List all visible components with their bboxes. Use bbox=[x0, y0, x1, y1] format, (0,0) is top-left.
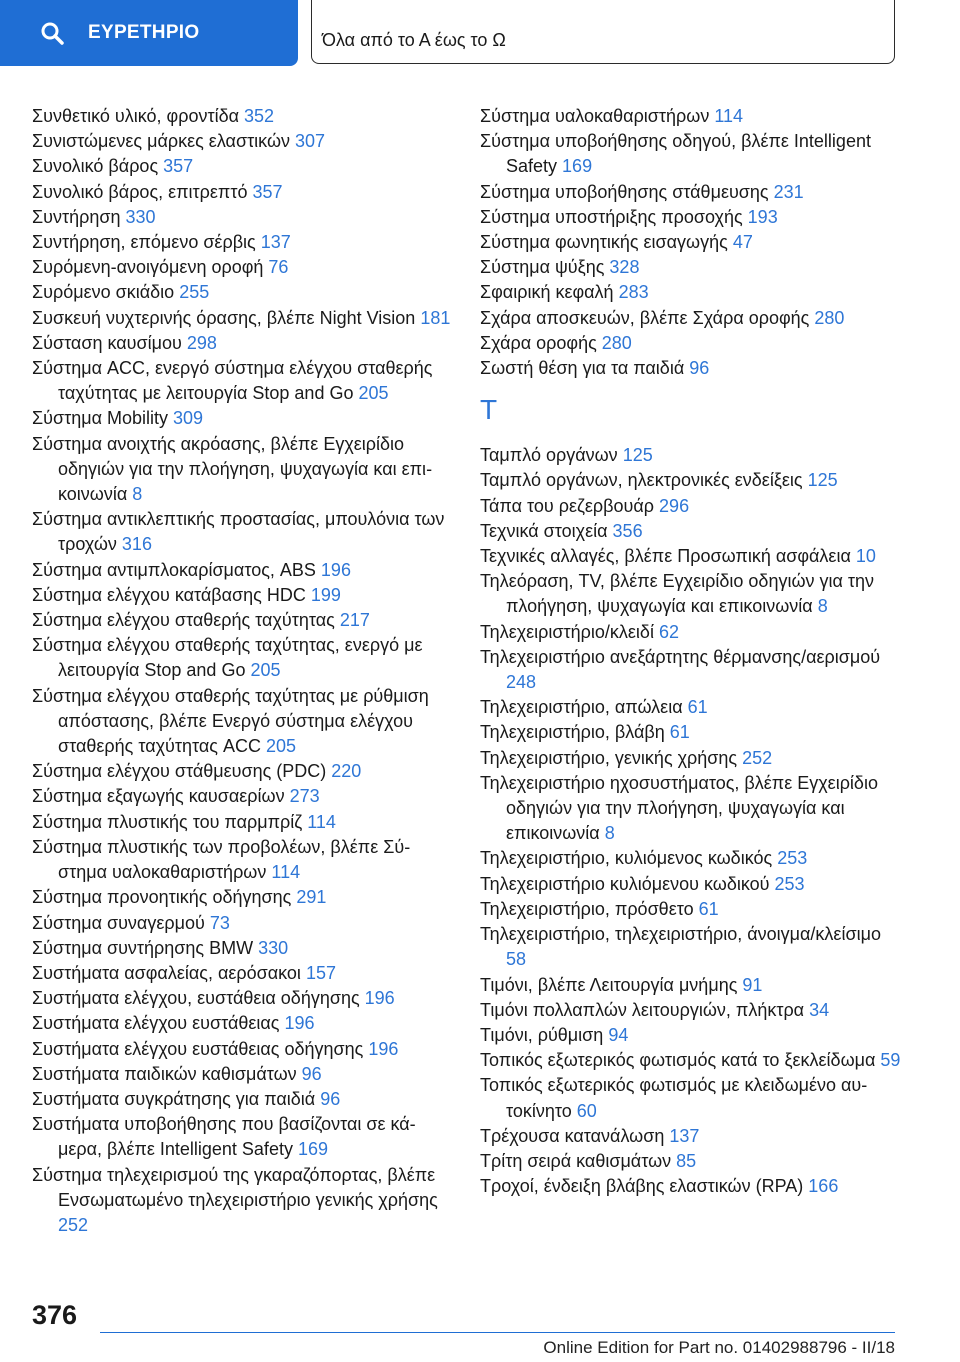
page-reference-link[interactable]: 248 bbox=[506, 672, 537, 693]
index-entry bbox=[480, 973, 905, 998]
index-entry bbox=[32, 835, 452, 885]
page-reference-link[interactable]: 73 bbox=[209, 912, 230, 933]
index-entry bbox=[32, 1062, 452, 1087]
index-entry bbox=[480, 255, 905, 280]
page-reference-link[interactable]: 125 bbox=[622, 445, 653, 466]
page-reference-link[interactable]: 307 bbox=[295, 131, 326, 152]
index-entry bbox=[480, 695, 905, 720]
index-entry-term: Συστήματα παιδικών καθισμάτων bbox=[32, 1063, 297, 1084]
index-entry-term: Συρόμενη-ανοιγόμενη οροφή bbox=[32, 257, 264, 278]
page-reference-link[interactable]: 166 bbox=[808, 1176, 839, 1197]
section-tab-label: Όλα από το Α έως το Ω bbox=[322, 30, 506, 50]
page-reference-link[interactable]: 330 bbox=[125, 206, 156, 227]
page-reference-link[interactable]: 114 bbox=[307, 811, 336, 832]
index-entry bbox=[480, 494, 905, 519]
index-entry-term: Σύστημα συντήρησης BMW bbox=[32, 937, 254, 958]
index-entry bbox=[32, 205, 452, 230]
index-entry bbox=[480, 897, 905, 922]
index-entry-term: Συνολικό βάρος bbox=[32, 156, 159, 177]
index-entry-term: Σύστημα Mobility bbox=[32, 408, 168, 429]
page-reference-link[interactable]: 114 bbox=[714, 106, 744, 126]
index-entry-term: Σύστημα ψύξης bbox=[480, 257, 605, 278]
page-reference-link[interactable]: 169 bbox=[297, 1139, 329, 1160]
index-group-tau bbox=[480, 443, 905, 1199]
index-entry bbox=[32, 432, 452, 508]
index-entry-term: Τηλεχειριστήριο κυλιόμενου κωδικού bbox=[480, 873, 770, 894]
index-entry-term: Συσκευή νυχτερινής όρασης, βλέπε Night Vision bbox=[32, 307, 416, 328]
index-entry-term: Τηλεχειριστήριο ηχοσυστήματος, βλέπε Εγχειρίδιο οδηγιών για την πλοήγηση, ψυχαγωγία και επικοινωνία bbox=[480, 772, 878, 844]
page-reference-link[interactable]: 205 bbox=[358, 383, 389, 404]
page-reference-link[interactable]: 196 bbox=[320, 559, 351, 580]
page-reference-link[interactable]: 205 bbox=[265, 736, 297, 757]
page-reference-link[interactable]: 252 bbox=[742, 747, 773, 768]
page-reference-link[interactable]: 199 bbox=[310, 584, 341, 605]
page-reference-link[interactable]: 61 bbox=[669, 722, 690, 743]
index-entry bbox=[32, 608, 452, 633]
page-reference-link[interactable]: 91 bbox=[742, 974, 763, 995]
index-entry bbox=[480, 1174, 905, 1199]
page-reference-link[interactable]: 356 bbox=[612, 520, 643, 541]
section-letter: T bbox=[480, 394, 498, 426]
index-entry bbox=[32, 810, 452, 835]
index-entry bbox=[32, 129, 452, 154]
page-reference-link[interactable]: 96 bbox=[320, 1088, 341, 1109]
index-entry bbox=[32, 885, 452, 910]
index-entry-term: Τηλεχειριστήριο/κλειδί bbox=[480, 621, 654, 642]
page-reference-link[interactable]: 193 bbox=[747, 206, 778, 227]
index-entry bbox=[32, 331, 452, 356]
page-reference-link[interactable]: 34 bbox=[809, 999, 830, 1020]
page-reference-link[interactable]: 85 bbox=[676, 1150, 697, 1171]
page-reference-link[interactable]: 205 bbox=[250, 660, 281, 681]
index-entry-term: Σχάρα οροφής bbox=[480, 332, 597, 353]
index-entry bbox=[32, 306, 452, 331]
index-entry-term: Σύσταση καυσίμου bbox=[32, 332, 182, 353]
page-reference-link[interactable]: 60 bbox=[576, 1100, 597, 1121]
index-entry bbox=[32, 986, 452, 1011]
page-reference-link[interactable]: 283 bbox=[618, 282, 649, 303]
page-reference-link[interactable]: 157 bbox=[305, 962, 336, 983]
page-reference-link[interactable]: 47 bbox=[732, 232, 753, 253]
index-entry bbox=[480, 468, 905, 493]
index-entry-term: Σύστημα ελέγχου στάθμευσης (PDC) bbox=[32, 761, 327, 782]
page-reference-link[interactable]: 8 bbox=[817, 596, 828, 617]
page-reference-link[interactable]: 114 bbox=[271, 862, 301, 883]
index-entry-term: Σύστημα συναγερμού bbox=[32, 912, 205, 933]
index-entry bbox=[480, 846, 905, 871]
index-entry bbox=[480, 443, 905, 468]
index-entry-term: Σύστημα αντιμπλοκαρίσματος, ABS bbox=[32, 559, 316, 580]
index-entry-term: Τηλεχειριστήριο, απώλεια bbox=[480, 697, 683, 718]
page-reference-link[interactable]: 273 bbox=[289, 786, 320, 807]
index-entry bbox=[32, 356, 452, 406]
index-entry-term: Τεχνικά στοιχεία bbox=[480, 520, 608, 541]
index-entry bbox=[32, 759, 452, 784]
index-entry bbox=[32, 1037, 452, 1062]
page-reference-link[interactable]: 169 bbox=[562, 156, 593, 177]
page-reference-link[interactable]: 8 bbox=[604, 823, 615, 844]
index-entry bbox=[32, 154, 452, 179]
index-entry bbox=[32, 507, 452, 557]
index-entry-term: Σύστημα πλυστικής του παρμπρίζ bbox=[32, 811, 303, 832]
page-reference-link[interactable]: 298 bbox=[186, 332, 217, 353]
index-entry-term: Σύστημα εξαγωγής καυσαερίων bbox=[32, 786, 285, 807]
index-entry bbox=[480, 519, 905, 544]
index-entry bbox=[32, 1087, 452, 1112]
index-entry bbox=[480, 922, 905, 972]
index-entry-term: Τηλεόραση, TV, βλέπε Εγχειρίδιο οδηγιών για την πλοήγηση, ψυχαγωγία και επικοινωνία bbox=[480, 571, 875, 617]
page-reference-link[interactable]: 330 bbox=[258, 937, 289, 958]
index-entry bbox=[480, 1023, 905, 1048]
page-reference-link[interactable]: 125 bbox=[807, 470, 838, 491]
index-entry-term: Τηλεχειριστήριο, τηλεχειριστήριο, άνοιγμα/κλείσιμο bbox=[480, 924, 881, 945]
page-reference-link[interactable]: 316 bbox=[121, 534, 152, 555]
index-entry bbox=[480, 569, 905, 619]
index-entry bbox=[480, 104, 905, 129]
index-entry-term: Σύστημα φωνητικής εισαγωγής bbox=[480, 232, 728, 253]
page-reference-link[interactable]: 58 bbox=[506, 949, 527, 970]
index-entry bbox=[480, 331, 905, 356]
page-reference-link[interactable]: 309 bbox=[173, 408, 204, 429]
index-entry-term: Σύστημα τηλεχειρισμού της γκαραζόπορτας, βλέπε Ενσωματωμένο τηλεχειριστήριο γενικής χρήσης bbox=[32, 1164, 438, 1210]
index-entry-term: Συστήματα ασφαλείας, αερόσακοι bbox=[32, 962, 301, 983]
index-entry bbox=[32, 784, 452, 809]
page-reference-link[interactable]: 280 bbox=[601, 332, 632, 353]
page-reference-link[interactable]: 137 bbox=[260, 232, 291, 253]
page-reference-link[interactable]: 217 bbox=[339, 610, 370, 631]
index-entry-term: Συνιστώμενες μάρκες ελαστικών bbox=[32, 131, 291, 152]
search-icon bbox=[40, 21, 64, 45]
index-entry bbox=[480, 280, 905, 305]
index-entry-term: Συντήρηση bbox=[32, 206, 121, 227]
page-reference-link[interactable]: 10 bbox=[855, 546, 876, 567]
index-entry-term: Σωστή θέση για τα παιδιά bbox=[480, 358, 685, 379]
index-entry-term: Τηλεχειριστήριο, βλάβη bbox=[480, 722, 665, 743]
index-entry-term: Τιμόνι, ρύθμιση bbox=[480, 1024, 604, 1045]
index-entry-term: Σχάρα αποσκευών, βλέπε Σχάρα οροφής bbox=[480, 307, 810, 328]
index-entry-term: Συστήματα ελέγχου, ευστάθεια οδήγησης bbox=[32, 988, 360, 1009]
page-reference-link[interactable]: 357 bbox=[163, 156, 194, 177]
index-entry bbox=[480, 998, 905, 1023]
index-entry bbox=[480, 746, 905, 771]
page-reference-link[interactable]: 220 bbox=[331, 761, 362, 782]
index-entry-term: Τρίτη σειρά καθισμάτων bbox=[480, 1150, 672, 1171]
index-entry-term: Σύστημα πλυστικής των προβολέων, βλέπε Σύστημα υαλοκαθαριστήρων bbox=[32, 836, 411, 883]
index-entry-term: Σύστημα ελέγχου σταθερής ταχύτητας, ενεργό με λειτουργία Stop and Go bbox=[32, 635, 423, 681]
page-reference-link[interactable]: 76 bbox=[268, 257, 289, 278]
page-reference-link[interactable]: 280 bbox=[814, 307, 845, 328]
page-reference-link[interactable]: 296 bbox=[659, 495, 690, 516]
index-entry-term: Σύστημα ελέγχου σταθερής ταχύτητας bbox=[32, 610, 335, 631]
index-entry bbox=[32, 961, 452, 986]
index-entry bbox=[480, 544, 905, 569]
index-column-left bbox=[32, 104, 452, 1238]
index-entry-term: Συστήματα συγκράτησης για παιδιά bbox=[32, 1088, 316, 1109]
index-entry-term: Τροχοί, ένδειξη βλάβης ελαστικών (RPA) bbox=[480, 1176, 804, 1197]
index-tab-label: ΕΥΡΕΤΗΡΙΟ bbox=[88, 22, 200, 43]
index-entry-term: Σφαιρική κεφαλή bbox=[480, 282, 614, 303]
index-entry-term: Τιμόνι πολλαπλών λειτουργιών, πλήκτρα bbox=[480, 999, 805, 1020]
index-entry bbox=[32, 230, 452, 255]
page-reference-link[interactable]: 231 bbox=[773, 181, 804, 202]
page-reference-link[interactable]: 61 bbox=[698, 898, 719, 919]
page-reference-link[interactable]: 181 bbox=[420, 307, 451, 328]
index-entry-term: Ταμπλό οργάνων, ηλεκτρονικές ενδείξεις bbox=[480, 470, 803, 491]
index-entry-term: Σύστημα υαλοκαθαριστήρων bbox=[480, 106, 710, 126]
page-reference-link[interactable]: 252 bbox=[58, 1214, 89, 1235]
index-entry bbox=[32, 684, 452, 760]
index-entry-term: Τοπικός εξωτερικός φωτισμός με κλειδωμένο αυτοκίνητο bbox=[480, 1075, 868, 1121]
index-entry bbox=[32, 558, 452, 583]
page-reference-link[interactable]: 61 bbox=[687, 697, 708, 718]
index-entry bbox=[32, 180, 452, 205]
index-entry-term: Συνολικό βάρος, επιτρεπτό bbox=[32, 181, 248, 202]
page-reference-link[interactable]: 357 bbox=[252, 181, 283, 202]
index-entry bbox=[32, 1011, 452, 1036]
index-entry bbox=[480, 1124, 905, 1149]
index-entry-term: Συνθετικό υλικό, φροντίδα bbox=[32, 106, 239, 126]
index-entry bbox=[32, 911, 452, 936]
section-tab[interactable] bbox=[311, 0, 895, 64]
page-reference-link[interactable]: 96 bbox=[689, 358, 710, 379]
page-reference-link[interactable]: 94 bbox=[608, 1024, 629, 1045]
page-reference-link[interactable]: 291 bbox=[296, 887, 327, 908]
index-entry bbox=[32, 1112, 452, 1162]
page-reference-link[interactable]: 352 bbox=[244, 106, 275, 126]
index-entry-term: Τρέχουσα κατανάλωση bbox=[480, 1125, 665, 1146]
index-entry bbox=[32, 1163, 452, 1239]
index-entry-term: Τηλεχειριστήριο, γενικής χρήσης bbox=[480, 747, 738, 768]
page-reference-link[interactable]: 196 bbox=[284, 1013, 315, 1034]
index-entry-term: Σύστημα ACC, ενεργό σύστημα ελέγχου σταθερής ταχύτητας με λειτουργία Stop and Go bbox=[32, 358, 433, 404]
index-entry bbox=[480, 771, 905, 847]
page-header bbox=[0, 0, 960, 66]
index-entry-term: Τηλεχειριστήριο ανεξάρτητης θέρμανσης/αερισμού bbox=[480, 646, 881, 667]
index-entry-term: Σύστημα προνοητικής οδήγησης bbox=[32, 887, 292, 908]
index-group-sigma bbox=[480, 104, 905, 381]
index-entry-term: Συρόμενο σκιάδιο bbox=[32, 282, 175, 303]
index-entry bbox=[480, 230, 905, 255]
index-entry bbox=[32, 104, 452, 129]
page-number: 376 bbox=[32, 1300, 78, 1330]
index-entry-term: Σύστημα υποβοήθησης οδηγού, βλέπε Intelligent Safety bbox=[480, 131, 871, 177]
index-entry bbox=[480, 720, 905, 745]
index-entry bbox=[480, 1073, 905, 1123]
page-reference-link[interactable]: 196 bbox=[364, 988, 395, 1009]
index-entry-term: Τηλεχειριστήριο, κυλιόμενος κωδικός bbox=[480, 848, 773, 869]
index-entry bbox=[480, 1149, 905, 1174]
index-entry bbox=[480, 620, 905, 645]
page-reference-link[interactable]: 59 bbox=[880, 1050, 901, 1071]
index-entry-term: Συστήματα ελέγχου ευστάθειας bbox=[32, 1013, 280, 1034]
index-entry bbox=[480, 205, 905, 230]
index-entry-term: Σύστημα αντικλεπτικής προστασίας, μπουλόνια των τροχών bbox=[32, 509, 445, 555]
page-reference-link[interactable]: 137 bbox=[669, 1125, 700, 1146]
index-entry bbox=[32, 406, 452, 431]
index-entry bbox=[480, 1048, 905, 1073]
page-reference-link[interactable]: 62 bbox=[658, 621, 679, 642]
index-entry bbox=[480, 356, 905, 381]
footer-divider bbox=[100, 1332, 895, 1333]
page-reference-link[interactable]: 328 bbox=[609, 257, 640, 278]
index-entry bbox=[480, 180, 905, 205]
index-entry-term: Συντήρηση, επόμενο σέρβις bbox=[32, 232, 256, 253]
index-entry-term: Σύστημα υποστήριξης προσοχής bbox=[480, 206, 743, 227]
page-reference-link[interactable]: 8 bbox=[132, 484, 143, 505]
index-entry-term: Ταμπλό οργάνων bbox=[480, 445, 618, 466]
index-entry-term: Τιμόνι, βλέπε Λειτουργία μνήμης bbox=[480, 974, 738, 995]
index-entry-term: Σύστημα ελέγχου σταθερής ταχύτητας με ρύθμιση απόστασης, βλέπε Ενεργό σύστημα ελέγχου σταθερής ταχύτητας ACC bbox=[32, 685, 429, 757]
index-entry bbox=[480, 306, 905, 331]
index-entry-term: Τηλεχειριστήριο, πρόσθετο bbox=[480, 898, 694, 919]
page-reference-link[interactable]: 255 bbox=[179, 282, 210, 303]
index-tab[interactable] bbox=[0, 0, 298, 66]
index-entry bbox=[32, 633, 452, 683]
index-entry bbox=[32, 280, 452, 305]
index-entry-term: Συστήματα ελέγχου ευστάθειας οδήγησης bbox=[32, 1038, 364, 1059]
index-entry-term: Σύστημα ελέγχου κατάβασης HDC bbox=[32, 584, 306, 605]
index-entry-term: Τοπικός εξωτερικός φωτισμός κατά το ξεκλείδωμα bbox=[480, 1050, 876, 1071]
index-entry-term: Συστήματα υποβοήθησης που βασίζονται σε κάμερα, βλέπε Intelligent Safety bbox=[32, 1114, 416, 1160]
page-reference-link[interactable]: 253 bbox=[777, 848, 808, 869]
index-entry-term: Τάπα του ρεζερβουάρ bbox=[480, 495, 655, 516]
edition-footer: Online Edition for Part no. 01402988796 - II/18 bbox=[543, 1338, 895, 1357]
index-entry bbox=[480, 645, 905, 695]
index-entry bbox=[480, 129, 905, 179]
page-reference-link[interactable]: 196 bbox=[368, 1038, 399, 1059]
index-entry-term: Σύστημα ανοιχτής ακρόασης, βλέπε Εγχειρίδιο οδηγιών για την πλοήγηση, ψυχαγωγία και επικοινωνία bbox=[32, 433, 433, 505]
index-column-right bbox=[480, 104, 905, 1199]
index-entry-term: Τεχνικές αλλαγές, βλέπε Προσωπική ασφάλεια bbox=[480, 546, 851, 567]
index-entry-term: Σύστημα υποβοήθησης στάθμευσης bbox=[480, 181, 769, 202]
page-reference-link[interactable]: 253 bbox=[774, 873, 805, 894]
page-reference-link[interactable]: 96 bbox=[301, 1063, 322, 1084]
index-entry bbox=[32, 936, 452, 961]
index-entry bbox=[32, 255, 452, 280]
index-entry bbox=[32, 583, 452, 608]
index-entry bbox=[480, 872, 905, 897]
